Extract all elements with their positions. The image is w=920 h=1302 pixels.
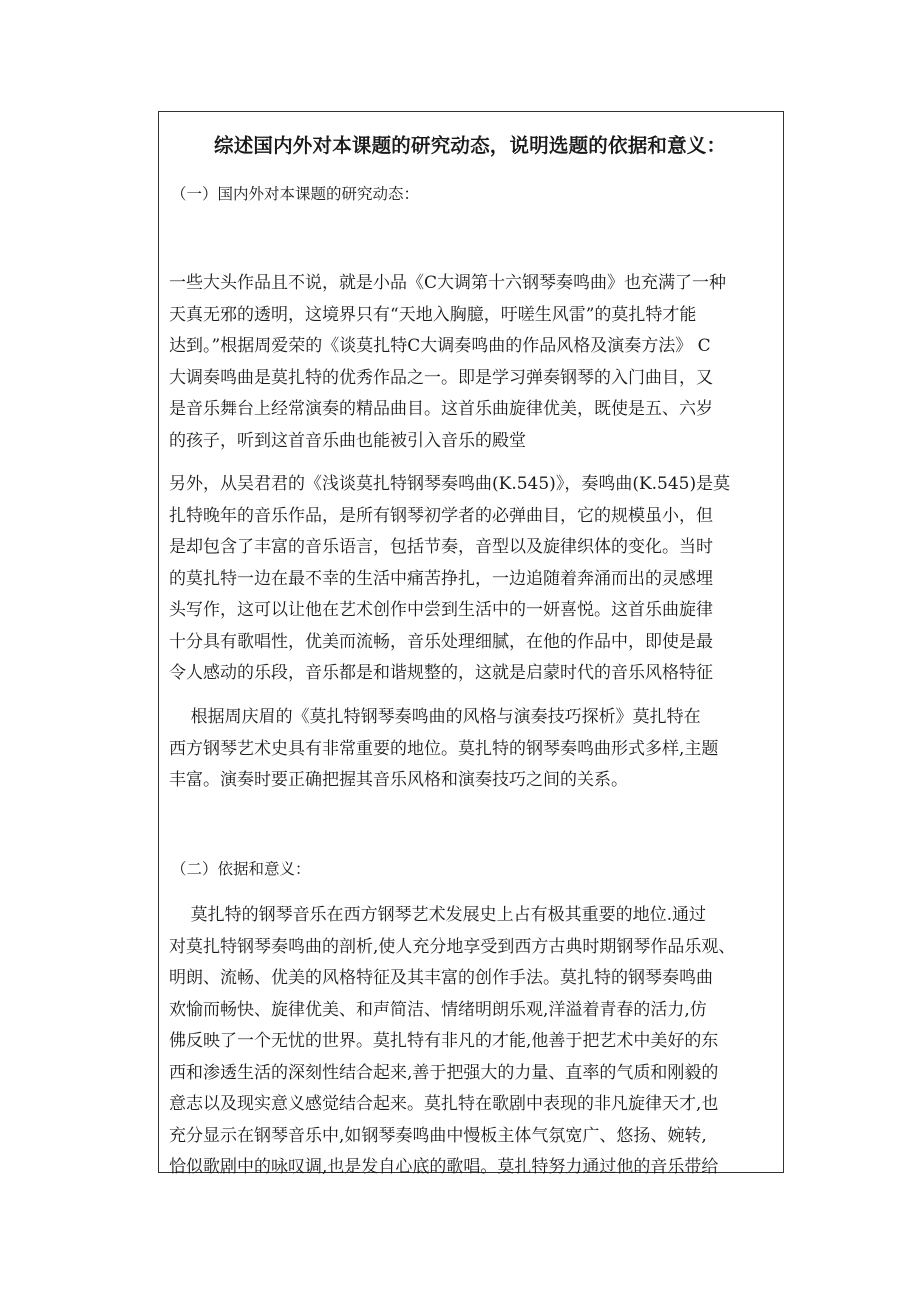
section1-paragraph-3: [169, 702, 774, 797]
text-line: 令人感动的乐段，音乐都是和谐规整的，这就是启蒙时代的音乐风格特征: [169, 663, 713, 683]
text-line: 恰似歌剧中的咏叹调,也是发自心底的歌唱。莫扎特努力通过他的音乐带给: [169, 1157, 719, 1177]
text-line: 另外，从吴君君的《浅谈莫扎特钢琴奏鸣曲(K.545)》，奏鸣曲(K.545)是莫: [169, 474, 731, 494]
text-line: 西和渗透生活的深刻性结合起来,善于把强大的力量、直率的气质和刚毅的: [169, 1062, 719, 1083]
text-line: 头写作，这可以让他在艺术创作中尝到生活中的一妍喜悦。这首乐曲旋律: [169, 600, 713, 620]
section1-paragraph-2: [169, 469, 774, 690]
text-line: 达到。”根据周爱荣的《谈莫扎特C大调奏鸣曲的作品风格及演奏方法》 C: [169, 336, 711, 356]
text-line: 充分显示在钢琴音乐中,如钢琴奏鸣曲中慢板主体气氛宽广、悠扬、婉转,: [169, 1125, 707, 1146]
text-line: 丰富。演奏时要正确把握其音乐风格和演奏技巧之间的关系。: [169, 770, 628, 790]
text-line: 根据周庆眉的《莫扎特钢琴奏鸣曲的风格与演奏技巧探析》莫扎特在: [169, 707, 701, 727]
text-line: 扎特晚年的音乐作品，是所有钢琴初学者的必弹曲目，它的规模虽小，但: [169, 505, 713, 526]
text-line: 佛反映了一个无忧的世界。莫扎特有非凡的才能,他善于把艺术中美好的东: [169, 1031, 719, 1051]
text-line: 是音乐舞台上经常演奏的精品曲目。这首乐曲旋律优美，既使是五、六岁: [169, 399, 713, 419]
text-line: 是却包含了丰富的音乐语言，包括节奏，音型以及旋律织体的变化。当时: [169, 537, 713, 557]
text-line: 莫扎特的钢琴音乐在西方钢琴艺术发展史上占有极其重要的地位.通过: [169, 905, 707, 925]
text-line: 一些大头作品且不说，就是小品《C大调第十六钢琴奏鸣曲》也充满了一种: [169, 273, 727, 293]
section2-heading: （二）依据和意义：: [171, 860, 311, 878]
text-line: 的孩子，听到这首音乐曲也能被引入音乐的殿堂: [169, 430, 526, 451]
text-line: 明朗、流畅、优美的风格特征及其丰富的创作手法。莫扎特的钢琴奏鸣曲: [169, 968, 713, 988]
text-line: 意志以及现实意义感觉结合起来。莫扎特在歌剧中表现的非凡旋律天才,也: [169, 1094, 719, 1114]
document-box: [158, 111, 784, 1177]
section2-paragraph-1: [169, 900, 774, 1184]
text-line: 十分具有歌唱性，优美而流畅，音乐处理细腻，在他的作品中，即使是最: [169, 631, 713, 652]
text-line: 天真无邪的透明，这境界只有“天地入胸臆，吁嗟生风雷”的莫扎特才能: [169, 304, 697, 325]
text-line: 大调奏鸣曲是莫扎特的优秀作品之一。即是学习弹奏钢琴的入门曲目，又: [169, 367, 713, 388]
text-line: 的莫扎特一边在最不幸的生活中痛苦挣扎，一边追随着奔涌而出的灵感埋: [169, 568, 713, 589]
text-line: 对莫扎特钢琴奏鸣曲的剖析,使人充分地享受到西方古典时期钢琴作品乐观、: [169, 936, 736, 957]
section1-heading: （一）国内外对本课题的研究动态：: [171, 185, 420, 203]
text-line: 欢愉而畅快、旋律优美、和声简洁、情绪明朗乐观,洋溢着青春的活力,仿: [169, 999, 707, 1020]
section1-paragraph-1: [169, 268, 774, 457]
text-line: 西方钢琴艺术史具有非常重要的地位。莫扎特的钢琴奏鸣曲形式多样,主题: [169, 738, 719, 759]
section-title: 综述国内外对本课题的研究动态，说明选题的依据和意义：: [214, 134, 727, 157]
